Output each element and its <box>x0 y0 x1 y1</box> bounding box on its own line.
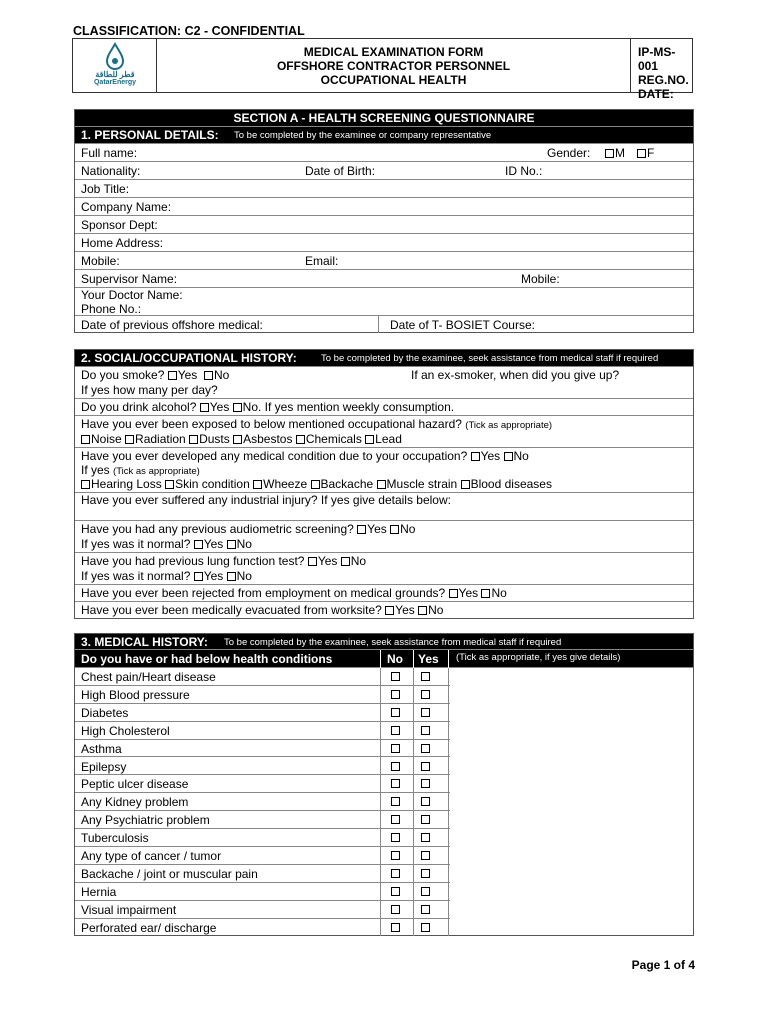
evac-label: Have you ever been medically evacuated from worksite? <box>81 603 382 617</box>
hazard-lead: Lead <box>375 432 402 446</box>
bosiet-label: Date of T- BOSIET Course: <box>390 318 535 332</box>
was-normal-label: If yes was it normal? <box>81 569 191 583</box>
table-row <box>75 793 450 811</box>
no-label: No <box>350 554 367 568</box>
checkbox-icon[interactable] <box>471 452 480 461</box>
checkbox-icon[interactable] <box>461 480 470 489</box>
doctor-row <box>75 288 693 316</box>
table-row <box>75 811 450 829</box>
hazard-chemicals: Chemicals <box>305 432 362 446</box>
home-address-row <box>75 234 693 252</box>
checkbox-icon[interactable] <box>341 557 350 566</box>
sponsor-dept-row <box>75 216 693 234</box>
checkbox-icon[interactable] <box>296 435 305 444</box>
condition-label: Epilepsy <box>81 759 127 774</box>
medical-table-body <box>75 668 695 936</box>
social-history-subheading: To be completed by the examinee, seek assistance from medical staff if required <box>321 353 659 364</box>
hazard-dusts: Dusts <box>199 432 230 446</box>
yes-checkbox[interactable] <box>421 797 430 806</box>
checkbox-icon[interactable] <box>227 572 236 581</box>
nationality-row <box>75 162 693 180</box>
condition-label: High Blood pressure <box>81 687 190 702</box>
checkbox-icon[interactable] <box>194 572 203 581</box>
no-checkbox[interactable] <box>391 779 400 788</box>
yes-checkbox[interactable] <box>421 815 430 824</box>
yes-checkbox[interactable] <box>421 726 430 735</box>
full-name-label: Full name: <box>81 146 138 160</box>
col-no-header: No <box>387 652 403 666</box>
condition-question <box>81 449 529 463</box>
date-label: DATE: <box>638 87 674 101</box>
table-row <box>75 668 450 686</box>
tick-note: (Tick as appropriate) <box>113 466 200 477</box>
checkbox-icon[interactable] <box>504 452 513 461</box>
gender-f-label: F <box>647 146 655 160</box>
condition-label: Peptic ulcer disease <box>81 777 189 792</box>
yes-checkbox[interactable] <box>421 744 430 753</box>
yes-label: Yes <box>480 449 501 463</box>
yes-label: Yes <box>209 400 230 414</box>
no-label: No <box>400 522 416 536</box>
yes-label: Yes <box>177 368 198 382</box>
yes-label: Yes <box>395 603 415 617</box>
company-name-label: Company Name: <box>81 200 172 214</box>
checkbox-icon[interactable] <box>165 480 174 489</box>
checkbox-icon[interactable] <box>418 606 427 615</box>
yes-checkbox[interactable] <box>421 708 430 717</box>
personal-details-header <box>75 127 693 144</box>
checkbox-icon[interactable] <box>194 540 203 549</box>
social-history-header <box>75 350 693 367</box>
checkbox-icon[interactable] <box>253 480 262 489</box>
audio-question <box>81 522 415 536</box>
lung-normal-question <box>81 569 252 583</box>
table-row <box>75 865 450 883</box>
table-row <box>75 901 450 919</box>
yes-checkbox[interactable] <box>421 905 430 914</box>
table-row <box>75 704 450 722</box>
yes-checkbox[interactable] <box>421 672 430 681</box>
id-no-label: ID No.: <box>505 164 543 178</box>
audio-label: Have you had any previous audiometric screening? <box>81 522 354 536</box>
doc-code: IP-MS-001 <box>638 45 676 73</box>
lung-label: Have you had previous lung function test? <box>81 554 305 568</box>
condition-muscle-strain: Muscle strain <box>386 477 458 491</box>
reg-no-label: REG.NO. <box>638 73 689 87</box>
condition-label: Diabetes <box>81 705 129 720</box>
condition-label: Asthma <box>81 741 122 756</box>
logo-arabic-text: قطر للطاقة <box>95 70 135 79</box>
checkbox-icon[interactable] <box>377 480 386 489</box>
rejected-question <box>81 586 507 600</box>
checkbox-icon[interactable] <box>233 403 242 412</box>
no-checkbox[interactable] <box>391 672 400 681</box>
form-reference <box>631 39 693 101</box>
no-checkbox[interactable] <box>391 923 400 932</box>
checkbox-icon[interactable] <box>311 480 320 489</box>
form-title <box>157 39 631 92</box>
gender-label: Gender: <box>547 146 591 160</box>
section-a-title: SECTION A - HEALTH SCREENING QUESTIONNAIRE <box>75 110 693 127</box>
yes-checkbox[interactable] <box>421 779 430 788</box>
checkbox-icon[interactable] <box>637 149 646 158</box>
previous-medical-row <box>75 316 693 334</box>
no-checkbox[interactable] <box>391 833 400 842</box>
table-row <box>75 758 450 776</box>
page-number: Page 1 of 4 <box>631 958 695 972</box>
no-label: No <box>236 569 252 583</box>
divider <box>413 650 414 668</box>
condition-label: Visual impairment <box>81 902 177 917</box>
medical-history-section <box>74 633 694 936</box>
checkbox-icon[interactable] <box>605 149 614 158</box>
company-logo <box>73 39 157 92</box>
doctor-name-label: Your Doctor Name: <box>81 288 183 302</box>
job-title-label: Job Title: <box>81 182 130 196</box>
table-row <box>75 775 450 793</box>
divider <box>448 650 449 668</box>
how-many-label: If yes how many per day? <box>81 383 218 397</box>
condition-label: Any type of cancer / tumor <box>81 849 222 863</box>
full-name-row <box>75 144 693 162</box>
supervisor-row <box>75 270 693 288</box>
condition-skin: Skin condition <box>175 477 250 491</box>
no-checkbox[interactable] <box>391 744 400 753</box>
medical-history-heading: 3. MEDICAL HISTORY: <box>81 635 208 649</box>
yes-checkbox[interactable] <box>421 762 430 771</box>
mobile-label: Mobile: <box>81 254 120 268</box>
personal-details-subheading: To be completed by the examinee or company representative <box>234 130 492 141</box>
hazard-label: Have you ever been exposed to below mentioned occupational hazard? <box>81 417 462 431</box>
yes-checkbox[interactable] <box>421 869 430 878</box>
checkbox-icon[interactable] <box>308 557 317 566</box>
condition-label: High Cholesterol <box>81 723 170 738</box>
yes-checkbox[interactable] <box>421 887 430 896</box>
hazard-noise: Noise <box>91 432 122 446</box>
no-checkbox[interactable] <box>391 726 400 735</box>
classification-label: CLASSIFICATION: C2 - CONFIDENTIAL <box>73 24 305 38</box>
table-row <box>75 740 450 758</box>
checkbox-icon[interactable] <box>385 606 394 615</box>
alcohol-label: Do you drink alcohol? <box>81 400 197 414</box>
table-row <box>75 847 450 865</box>
condition-wheeze: Wheeze <box>263 477 308 491</box>
no-checkbox[interactable] <box>391 905 400 914</box>
lung-function-row <box>75 553 693 585</box>
yes-checkbox[interactable] <box>421 690 430 699</box>
col-condition-header: Do you have or had below health conditions <box>81 652 333 666</box>
condition-blood-diseases: Blood diseases <box>470 477 552 491</box>
supervisor-name-label: Supervisor Name: <box>81 272 178 286</box>
no-checkbox[interactable] <box>391 762 400 771</box>
condition-label: Have you ever developed any medical condition due to your occupation? <box>81 449 468 463</box>
no-label: No <box>236 537 252 551</box>
checkbox-icon[interactable] <box>189 435 198 444</box>
checkbox-icon[interactable] <box>125 435 134 444</box>
medical-table-header <box>75 650 693 668</box>
no-checkbox[interactable] <box>391 851 400 860</box>
checkbox-icon[interactable] <box>357 525 366 534</box>
gender-m-option[interactable] <box>605 146 625 160</box>
if-yes-line <box>81 463 200 477</box>
checkbox-icon[interactable] <box>365 435 374 444</box>
yes-label: Yes <box>367 522 387 536</box>
condition-label: Tuberculosis <box>81 831 149 846</box>
yes-checkbox[interactable] <box>421 923 430 932</box>
injury-row <box>75 493 693 521</box>
lung-question <box>81 554 366 568</box>
was-normal-label: If yes was it normal? <box>81 537 191 551</box>
no-label: No <box>513 449 529 463</box>
alcohol-row <box>75 399 693 416</box>
condition-label: Any Kidney problem <box>81 795 189 810</box>
no-checkbox[interactable] <box>391 887 400 896</box>
personal-details-heading: 1. PERSONAL DETAILS: <box>81 128 219 142</box>
no-label: No <box>242 400 259 414</box>
home-address-label: Home Address: <box>81 236 164 250</box>
prev-offshore-label: Date of previous offshore medical: <box>81 318 263 332</box>
nationality-label: Nationality: <box>81 164 141 178</box>
occupational-condition-row <box>75 448 693 493</box>
no-label: No <box>428 603 444 617</box>
hazard-question <box>81 417 552 431</box>
hazard-asbestos: Asbestos <box>243 432 293 446</box>
divider <box>380 650 381 668</box>
hazard-radiation: Radiation <box>135 432 186 446</box>
yes-checkbox[interactable] <box>421 833 430 842</box>
company-name-row <box>75 198 693 216</box>
no-checkbox[interactable] <box>391 815 400 824</box>
divider <box>378 316 379 333</box>
checkbox-icon[interactable] <box>449 589 458 598</box>
no-label: No <box>491 586 507 600</box>
table-row <box>75 686 450 704</box>
condition-label: Backache / joint or muscular pain <box>81 866 258 881</box>
audio-normal-question <box>81 537 252 551</box>
ex-smoker-label: If an ex-smoker, when did you give up? <box>411 368 620 382</box>
checkbox-icon[interactable] <box>390 525 399 534</box>
no-checkbox[interactable] <box>391 797 400 806</box>
no-checkbox[interactable] <box>391 869 400 878</box>
checkbox-icon[interactable] <box>168 371 177 380</box>
yes-label: Yes <box>203 537 224 551</box>
rejected-label: Have you ever been rejected from employment on medical grounds? <box>81 586 446 600</box>
checkbox-icon[interactable] <box>81 480 90 489</box>
injury-question: Have you ever suffered any industrial injury? If yes give details below: <box>81 493 451 507</box>
dob-label: Date of Birth: <box>305 164 376 178</box>
alcohol-tail: . If yes mention weekly consumption. <box>258 400 455 414</box>
title-line-2: OFFSHORE CONTRACTOR PERSONNEL <box>276 59 511 73</box>
condition-label: Hernia <box>81 884 117 899</box>
no-label: No <box>213 368 230 382</box>
no-checkbox[interactable] <box>391 708 400 717</box>
smoke-label: Do you smoke? <box>81 368 165 382</box>
table-row <box>75 919 450 937</box>
medical-history-subheading: To be completed by the examinee, seek assistance from medical staff if required <box>224 637 562 648</box>
yes-checkbox[interactable] <box>421 851 430 860</box>
table-row <box>75 829 450 847</box>
tick-note: (Tick as appropriate) <box>465 420 553 431</box>
col-details-header: (Tick as appropriate, if yes give details) <box>456 652 621 663</box>
evac-question <box>81 603 443 617</box>
form-header <box>72 38 693 101</box>
condition-label: Chest pain/Heart disease <box>81 670 216 684</box>
condition-options <box>81 477 552 491</box>
medical-history-header <box>75 634 693 650</box>
rejected-row <box>75 585 693 602</box>
evacuated-row <box>75 602 693 619</box>
if-yes-label: If yes <box>81 463 110 477</box>
audiometric-row <box>75 521 693 553</box>
col-yes-header: Yes <box>418 652 439 666</box>
checkbox-icon[interactable] <box>227 540 236 549</box>
gender-m-label: M <box>615 146 625 160</box>
alcohol-question <box>81 400 454 414</box>
supervisor-mobile-label: Mobile: <box>521 272 560 286</box>
checkbox-icon[interactable] <box>233 435 242 444</box>
checkbox-icon[interactable] <box>481 589 490 598</box>
no-checkbox[interactable] <box>391 690 400 699</box>
yes-label: Yes <box>458 586 479 600</box>
logo-text: QatarEnergy <box>93 79 137 86</box>
checkbox-icon[interactable] <box>204 371 213 380</box>
social-history-section <box>74 349 694 619</box>
mobile-row <box>75 252 693 270</box>
table-row <box>75 722 450 740</box>
condition-backache: Backache <box>320 477 374 491</box>
condition-label: Perforated ear/ discharge <box>81 920 217 935</box>
smoke-row <box>75 367 693 399</box>
email-label: Email: <box>305 254 339 268</box>
personal-details-section <box>74 109 694 333</box>
condition-hearing-loss: Hearing Loss <box>91 477 162 491</box>
table-row <box>75 883 450 901</box>
job-title-row <box>75 180 693 198</box>
sponsor-dept-label: Sponsor Dept: <box>81 218 158 232</box>
phone-no-label: Phone No.: <box>81 302 142 316</box>
gender-f-option[interactable] <box>637 146 654 160</box>
yes-label: Yes <box>203 569 224 583</box>
yes-label: Yes <box>317 554 338 568</box>
checkbox-icon[interactable] <box>200 403 209 412</box>
title-line-3: OCCUPATIONAL HEALTH <box>320 73 467 87</box>
smoke-question <box>81 368 229 382</box>
hazard-options <box>81 432 402 446</box>
title-line-1: MEDICAL EXAMINATION FORM <box>303 45 484 59</box>
checkbox-icon[interactable] <box>81 435 90 444</box>
social-history-heading: 2. SOCIAL/OCCUPATIONAL HISTORY: <box>81 351 297 365</box>
condition-label: Any Psychiatric problem <box>81 813 210 828</box>
hazard-row <box>75 416 693 448</box>
